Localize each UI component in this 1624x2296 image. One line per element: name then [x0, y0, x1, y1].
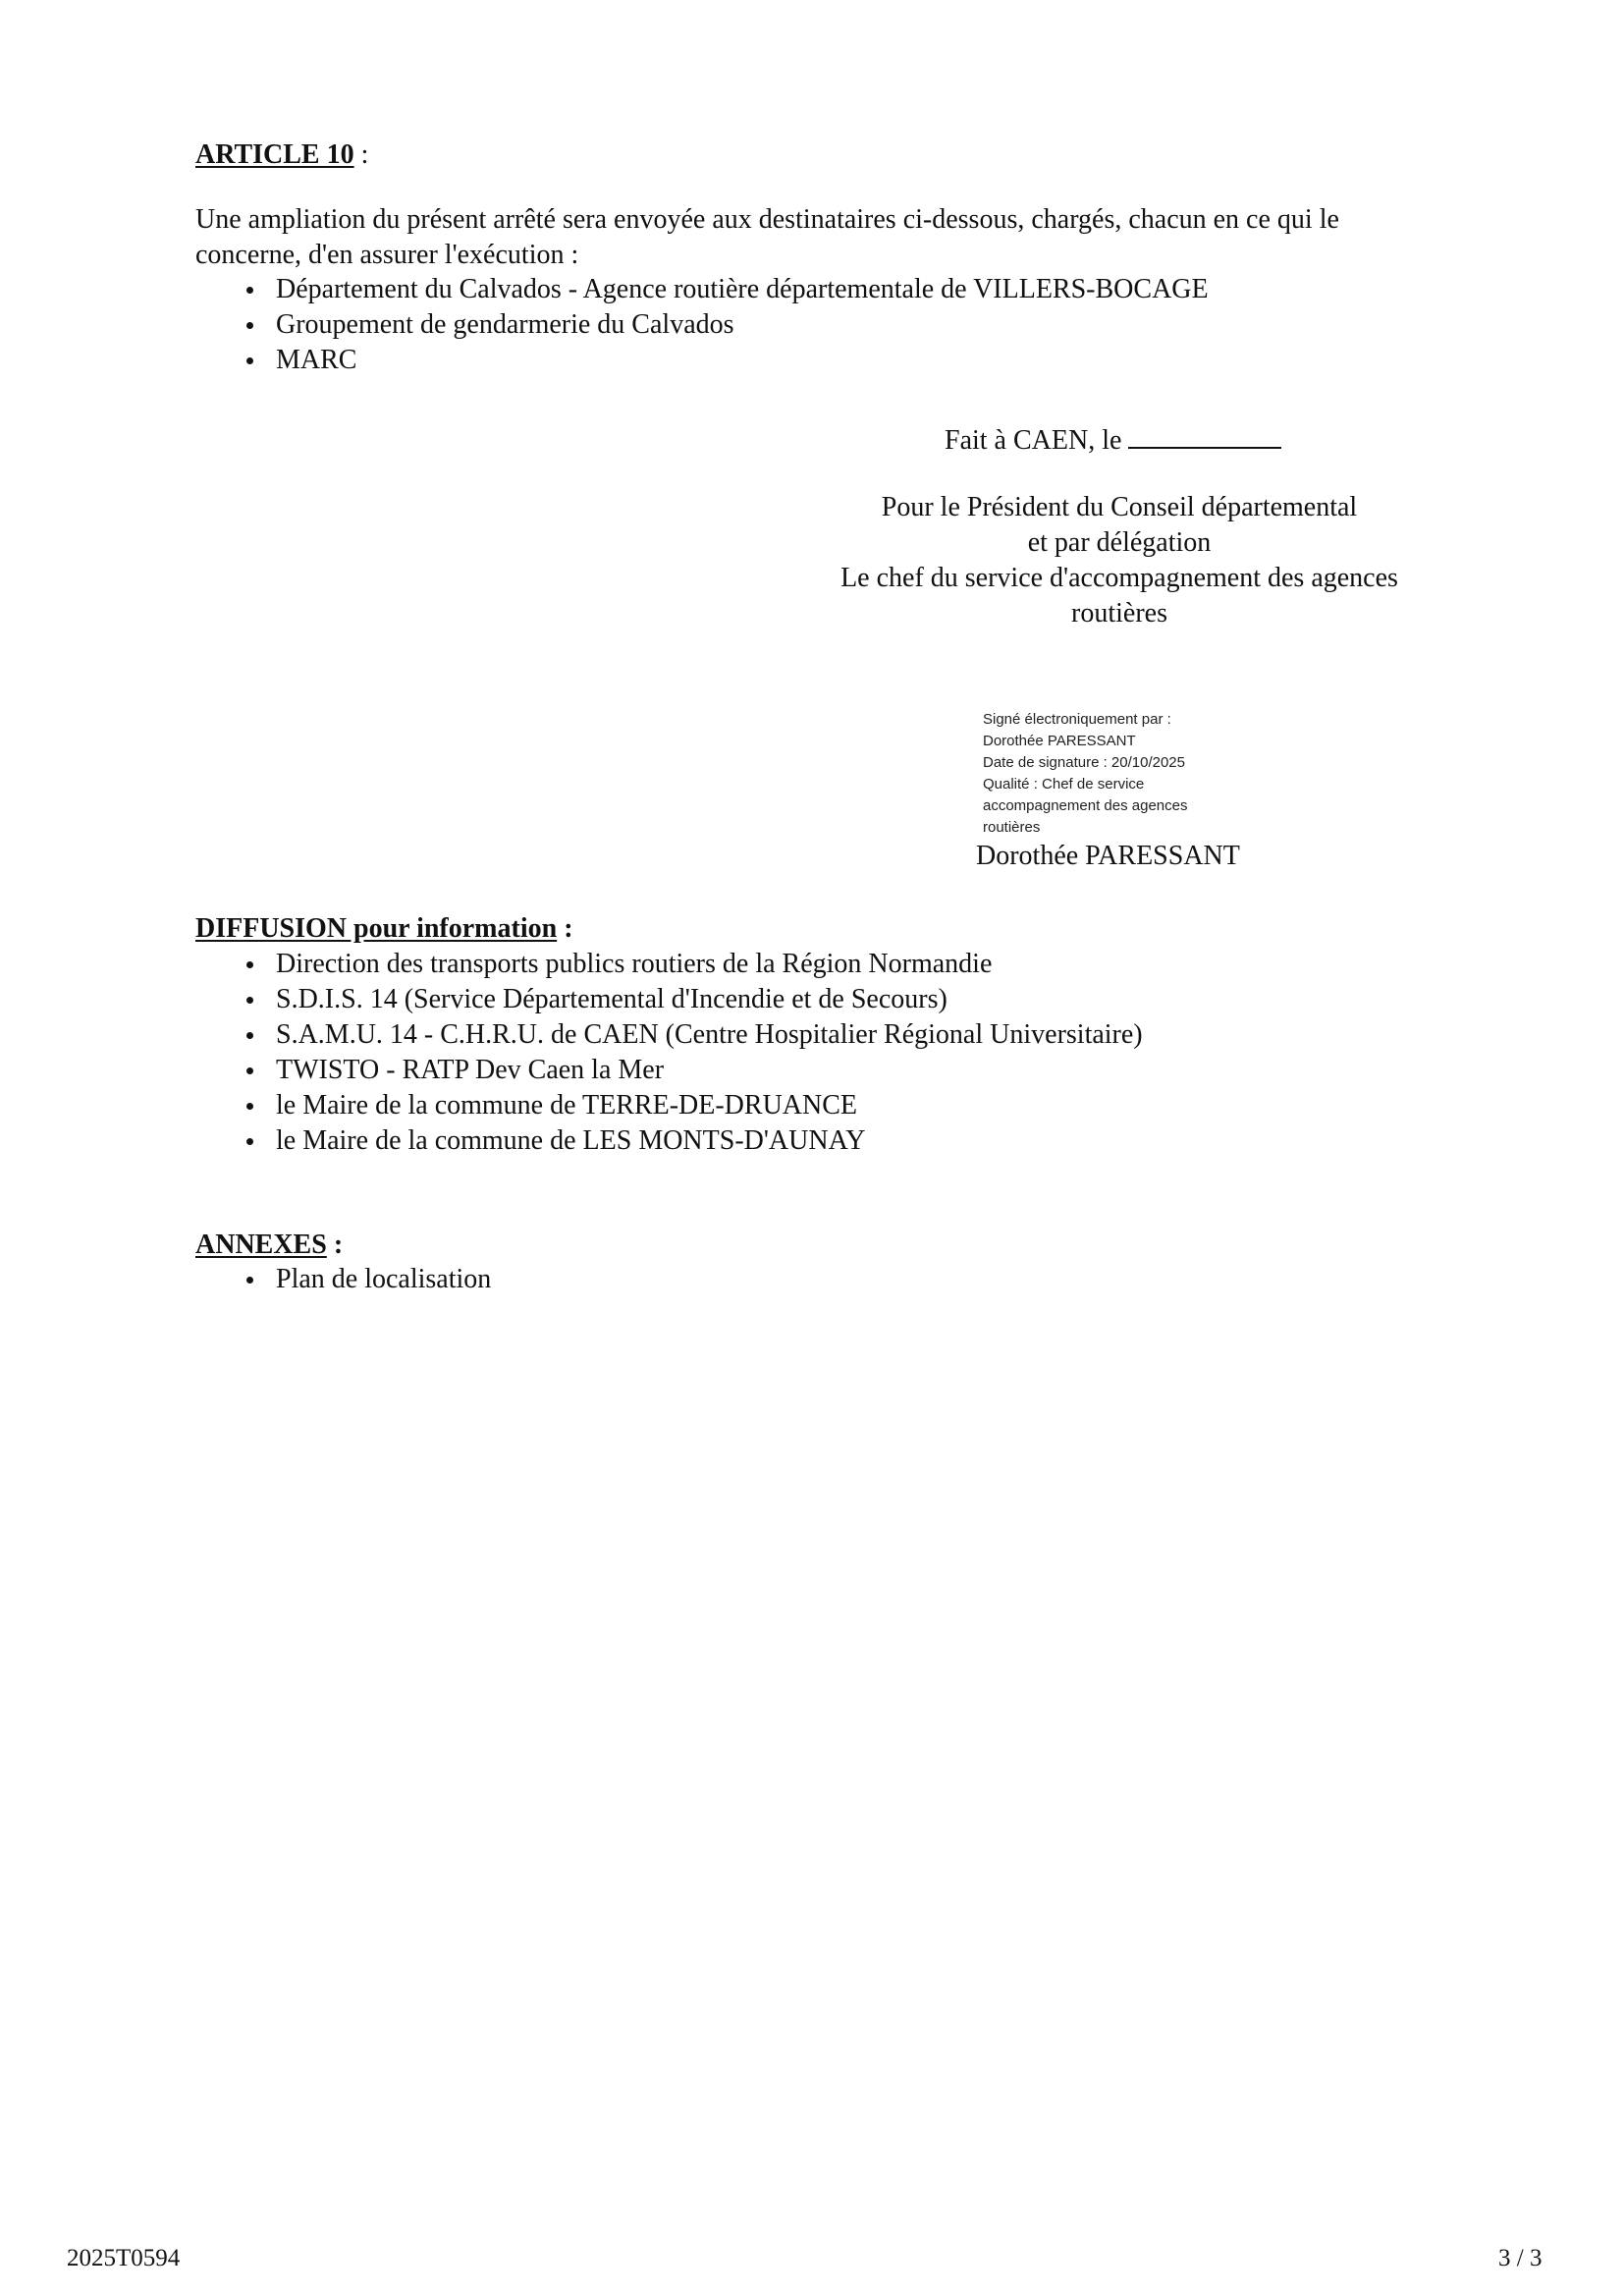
signature-line-3: Le chef du service d'accompagnement des agences	[840, 563, 1398, 593]
list-item	[195, 982, 1143, 1017]
diffusion-item-text: Direction des transports publics routiers de la Région Normandie	[276, 949, 993, 979]
diffusion-title: DIFFUSION pour information	[195, 913, 558, 944]
annexes-list	[195, 1262, 491, 1297]
diffusion-colon: :	[557, 913, 573, 944]
bullet-icon	[246, 1103, 253, 1110]
article-10-intro-line-1: Une ampliation du présent arrêté sera envoyée aux destinataires ci-dessous, chargés, chacun en ce qui le	[195, 204, 1339, 235]
bullet-icon	[246, 1032, 253, 1039]
stamp-line: routières	[983, 819, 1041, 836]
list-item	[195, 1053, 1143, 1088]
signature-authority-block	[785, 490, 1453, 631]
recipient-text: MARC	[276, 345, 357, 375]
list-item	[195, 272, 1209, 307]
document-reference: 2025T0594	[67, 2245, 181, 2271]
signer-name: Dorothée PARESSANT	[976, 841, 1240, 871]
bullet-icon	[246, 1067, 253, 1074]
list-item	[195, 947, 1143, 982]
bullet-icon	[246, 961, 253, 968]
diffusion-list	[195, 947, 1143, 1159]
bullet-icon	[246, 357, 253, 364]
diffusion-item-text: le Maire de la commune de TERRE-DE-DRUANCE	[276, 1090, 858, 1121]
stamp-line: Signé électroniquement par :	[983, 711, 1171, 728]
annexes-heading	[195, 1228, 343, 1263]
diffusion-item-text: S.A.M.U. 14 - C.H.R.U. de CAEN (Centre Hospitalier Régional Universitaire)	[276, 1019, 1143, 1050]
list-item	[195, 343, 1209, 378]
place-and-date	[945, 421, 1281, 459]
stamp-line: accompagnement des agences	[983, 797, 1188, 814]
date-blank-line	[1128, 421, 1281, 449]
signature-line-2: et par délégation	[1027, 527, 1212, 558]
electronic-signature-stamp	[983, 709, 1187, 839]
bullet-icon	[246, 997, 253, 1004]
article-10-intro-line-2: concerne, d'en assurer l'exécution :	[195, 240, 579, 270]
page-number: 3 / 3	[1498, 2245, 1543, 2271]
list-item	[195, 307, 1209, 343]
annex-item-text: Plan de localisation	[276, 1264, 492, 1294]
diffusion-heading	[195, 911, 573, 947]
article-10-colon: :	[353, 139, 369, 170]
place-date-text: Fait à CAEN, le	[945, 425, 1122, 456]
list-item	[195, 1262, 491, 1297]
stamp-line: Qualité : Chef de service	[983, 776, 1145, 793]
list-item	[195, 1088, 1143, 1123]
diffusion-item-text: TWISTO - RATP Dev Caen la Mer	[276, 1055, 665, 1085]
stamp-line: Dorothée PARESSANT	[983, 733, 1136, 749]
article-10-title: ARTICLE 10	[195, 139, 354, 170]
recipients-list	[195, 272, 1209, 378]
article-10-heading	[195, 137, 368, 173]
list-item	[195, 1123, 1143, 1159]
stamp-line: Date de signature : 20/10/2025	[983, 754, 1185, 771]
annexes-title: ANNEXES	[195, 1230, 327, 1260]
recipient-text: Département du Calvados - Agence routière départementale de VILLERS-BOCAGE	[276, 274, 1209, 304]
list-item	[195, 1017, 1143, 1053]
bullet-icon	[246, 1277, 253, 1284]
diffusion-item-text: le Maire de la commune de LES MONTS-D'AUNAY	[276, 1125, 866, 1156]
annexes-colon: :	[326, 1230, 344, 1260]
bullet-icon	[246, 287, 253, 294]
signature-line-4: routières	[1071, 598, 1167, 629]
recipient-text: Groupement de gendarmerie du Calvados	[276, 309, 734, 340]
bullet-icon	[246, 322, 253, 329]
signature-line-1: Pour le Président du Conseil départemental	[881, 492, 1358, 522]
diffusion-item-text: S.D.I.S. 14 (Service Départemental d'Incendie et de Secours)	[276, 984, 947, 1014]
bullet-icon	[246, 1138, 253, 1145]
